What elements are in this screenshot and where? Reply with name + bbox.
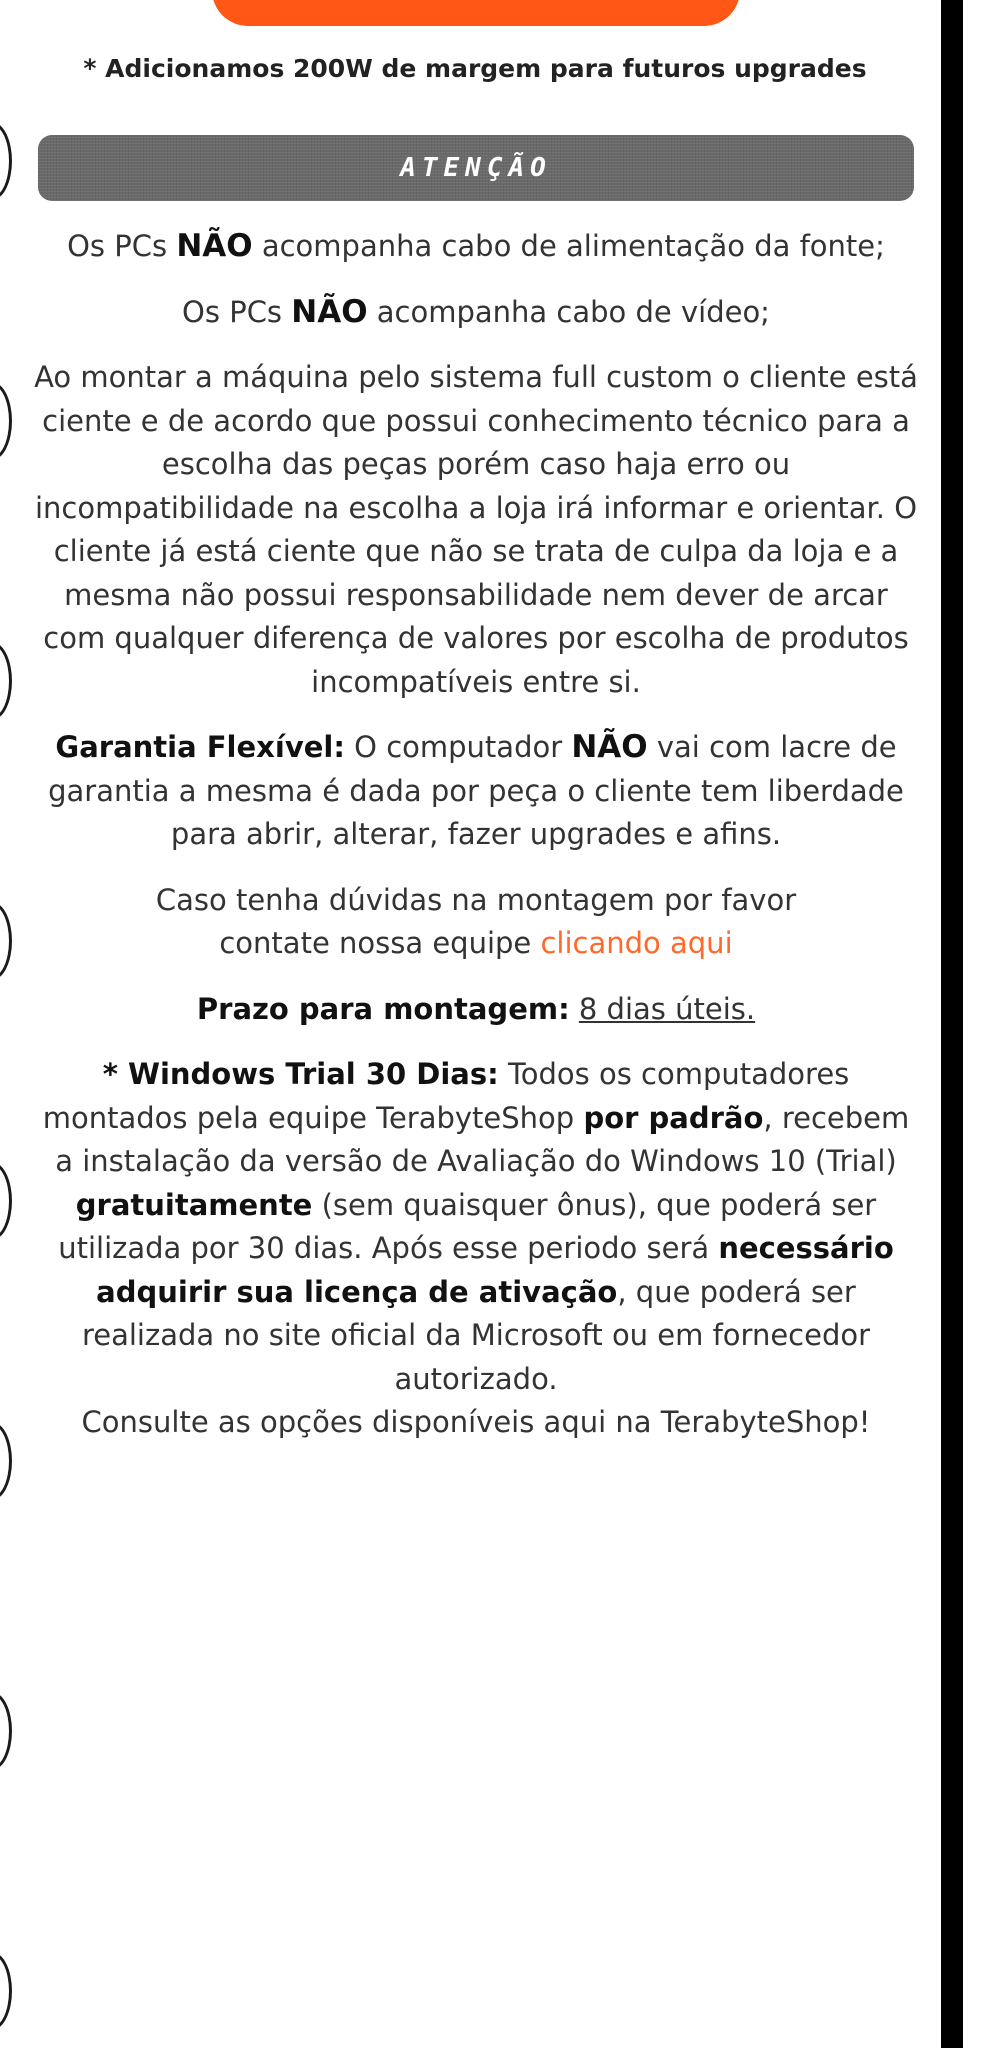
windows-trial-notice: * Windows Trial 30 Dias: Todos os computadores montados pela equipe TerabyteShop por padrão, recebem a instalação da versão de Avaliação do Windows 10 (Trial) gratuitamente (sem quaisquer ônus), que poderá ser utilizada por 30 dias. Após esse periodo será necessário adquirir sua licença de ativação, que poderá ser realizada no site oficial da Microsoft ou em fornecedor autorizado. [42, 1057, 910, 1396]
consult-options-text: Consulte as opções disponíveis aqui na TerabyteShop! [81, 1405, 871, 1439]
carousel-edge-decoration [0, 642, 12, 720]
video-cable-notice: Os PCs NÃO acompanha cabo de vídeo; [182, 293, 770, 330]
doubts-notice: Caso tenha dúvidas na montagem por favor contate nossa equipe clicando aqui [155, 882, 797, 960]
power-cable-notice: Os PCs NÃO acompanha cabo de alimentação da fonte; [67, 228, 885, 264]
attention-title: ATENÇÃO [400, 153, 552, 183]
carousel-edge-decoration [0, 1952, 12, 2030]
carousel-edge-decoration [0, 122, 12, 200]
notices-section [34, 225, 918, 1467]
deadline-notice: Prazo para montagem: 8 dias úteis. [196, 991, 756, 1026]
carousel-edge-decoration [0, 902, 12, 980]
carousel-edge-decoration [0, 382, 12, 460]
attention-banner [38, 135, 914, 201]
carousel-edge-decoration [0, 1422, 12, 1500]
top-action-button[interactable] [212, 0, 740, 26]
carousel-edge-decoration [0, 1162, 12, 1240]
contact-team-link[interactable]: clicando aqui [540, 926, 733, 960]
full-custom-notice: Ao montar a máquina pelo sistema full custom o cliente está ciente e de acordo que possui conhecimento técnico para a escolha das peças porém caso haja erro ou incompatibilidade na escolha a loja irá informar e orientar. O cliente já está ciente que não se trata de culpa da loja e a mesma não possui responsabilidade nem dever de arcar com qualquer diferença de valores por escolha de produtos incompatíveis entre si. [34, 360, 918, 699]
deadline-value: 8 dias úteis. [578, 991, 756, 1026]
warranty-notice: Garantia Flexível: O computador NÃO vai com lacre de garantia a mesma é dada por peça o cliente tem liberdade para abrir, alterar, fazer upgrades e afins. [48, 729, 904, 851]
scrollbar[interactable] [941, 0, 963, 2048]
power-margin-note: * Adicionamos 200W de margem para futuros upgrades [83, 54, 867, 83]
carousel-edge-decoration [0, 1692, 12, 1770]
